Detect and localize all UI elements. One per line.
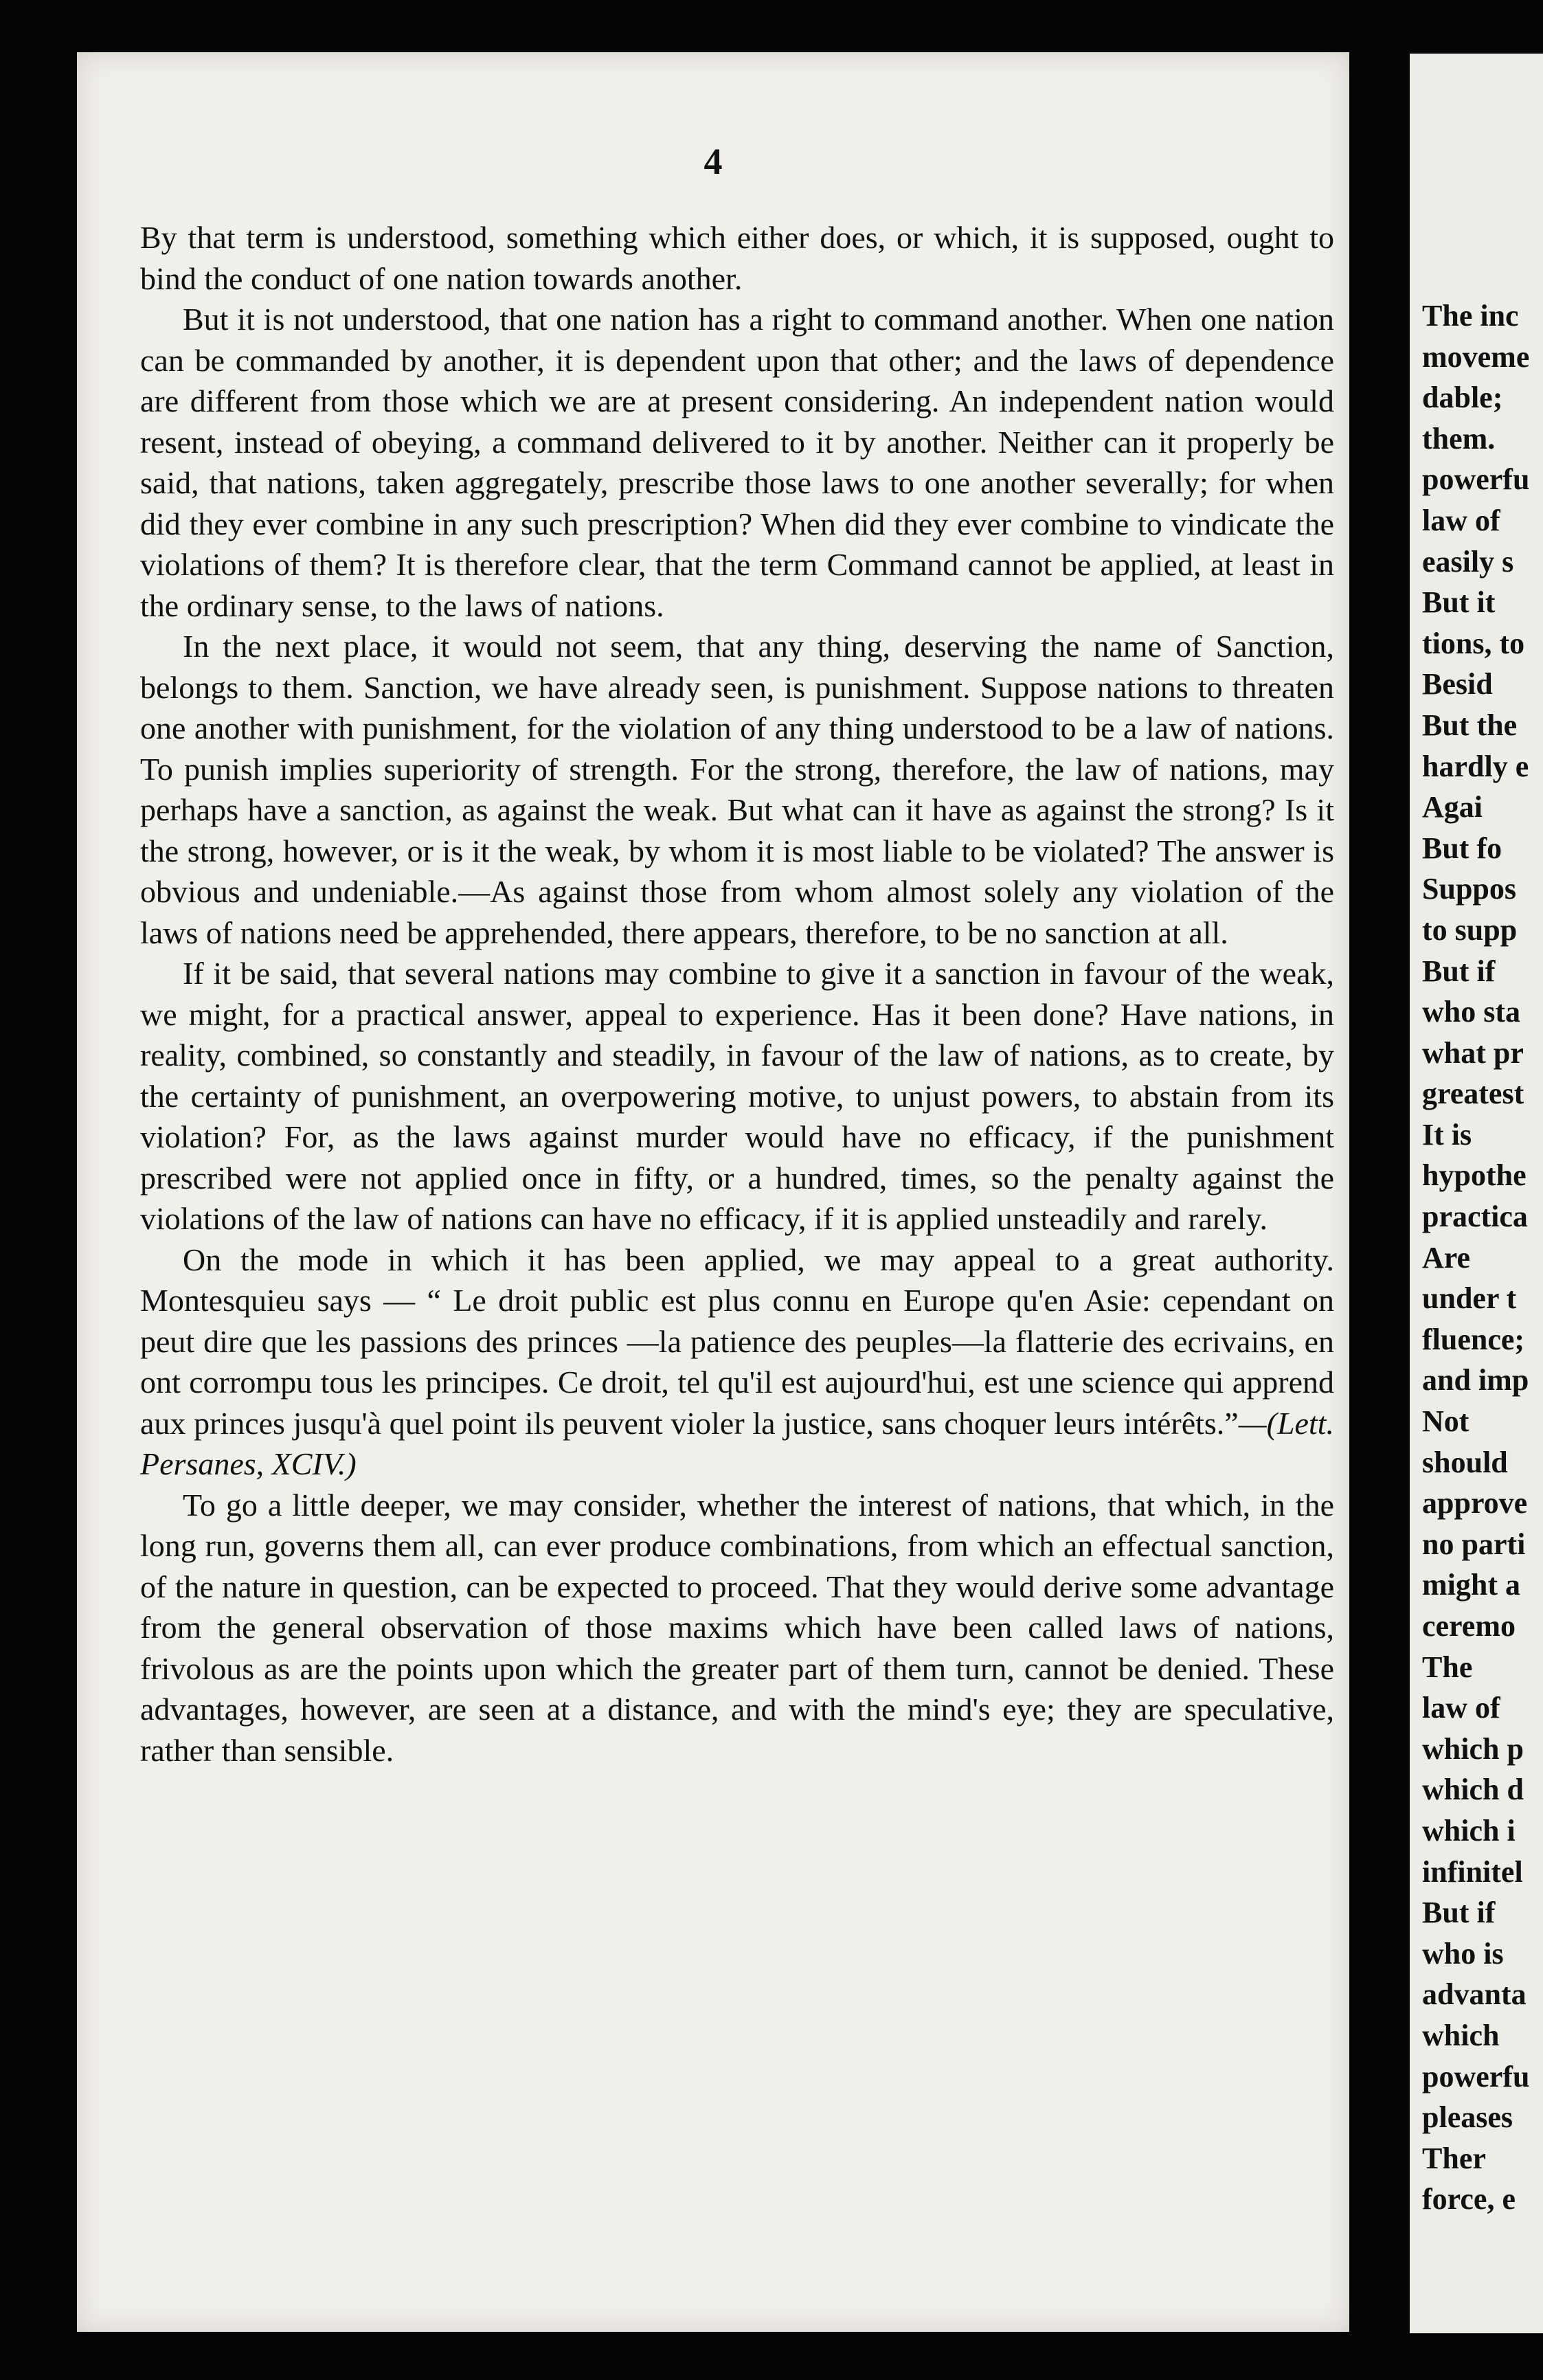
facing-page-line: to supp (1422, 912, 1518, 947)
page-number: 4 (703, 141, 723, 182)
facing-page-line: advanta (1422, 1977, 1527, 2012)
facing-page-line: infinitel (1422, 1854, 1523, 1889)
facing-page-line: greatest (1422, 1077, 1524, 1111)
facing-page-line: and imp (1422, 1363, 1529, 1397)
facing-page-line: Suppos (1422, 872, 1517, 906)
citation: —(Lett. Persanes, XCIV.) (140, 1405, 1334, 1481)
facing-page-line: Not (1422, 1404, 1469, 1439)
facing-page-line: The inc (1422, 299, 1519, 333)
facing-page-lines (1422, 295, 1543, 2220)
facing-page-line: might a (1422, 1568, 1520, 1602)
paragraph: To go a little deeper, we may consider, whether the interest of nations, that which, in the long run, governs them all, can ever produce combinations, from which an effectual sanction, of the nature in question, can be expected to proceed. That they would derive some advantage from the general observation of those maxims which have been called laws of nations, frivolous as are the points upon which the greater part of them turn, cannot be denied. These advantages, however, are seen at a distance, and with the mind's eye; they are speculative, rather than sensible. (140, 1487, 1334, 1768)
facing-page-line: under t (1422, 1281, 1517, 1316)
facing-page-line: Besid (1422, 667, 1493, 701)
facing-page-line: approve (1422, 1486, 1528, 1520)
facing-page-line: Agai (1422, 790, 1483, 824)
facing-page-line: It is (1422, 1117, 1472, 1152)
facing-page-fragment (1410, 54, 1543, 2333)
facing-page-line: But it (1422, 585, 1496, 620)
facing-page-line: tions, to (1422, 626, 1525, 660)
facing-page-line: who sta (1422, 995, 1521, 1029)
paragraph-quote (140, 1239, 1334, 1485)
quote-text: On the mode in which it has been applied, we may appeal to a great authority. Montesquieu says — “ Le droit public est plus connu en Europe qu'en Asie: cependant on peut dire que les passions des princes —la patience des peuples—la flatterie des ecrivains, en ont corrompu tous les principes. Ce droit, tel qu'il est aujourd'hui, est une science qui apprend aux princes jusqu'à quel point ils peuvent violer la justice, sans choquer leurs intérêts.” (140, 1242, 1334, 1441)
facing-page-line: which p (1422, 1731, 1524, 1766)
paragraph: In the next place, it would not seem, that any thing, deserving the name of Sanction, belongs to them. Sanction, we have already seen, is punishment. Suppose nations to threaten one another with punishment, for the violation of any thing understood to be a law of nations. To punish implies superiority of strength. For the strong, therefore, the law of nations, may perhaps have a sanction, as against the weak. But what can it have as against the strong? Is it the strong, however, or is it the weak, by whom it is most liable to be violated? The answer is obvious and undeniable.—As against those from whom almost solely any violation of the laws of nations need be apprehended, there appears, therefore, to be no sanction at all. (140, 629, 1334, 950)
facing-page-line: powerfu (1422, 2059, 1530, 2093)
facing-page-line: powerfu (1422, 462, 1530, 497)
facing-page-line: who is (1422, 1936, 1504, 1971)
facing-page-line: which (1422, 2018, 1500, 2052)
facing-page-line: hardly e (1422, 749, 1529, 783)
facing-page-line: ceremo (1422, 1609, 1516, 1643)
facing-page-line: Are (1422, 1240, 1471, 1275)
main-page (77, 52, 1349, 2332)
facing-page-line: should (1422, 1445, 1508, 1479)
facing-page-line: easily s (1422, 544, 1514, 579)
facing-page-line: law of (1422, 503, 1500, 537)
facing-page-line: moveme (1422, 339, 1530, 374)
facing-page-line: force, e (1422, 2182, 1516, 2216)
facing-page-line: practica (1422, 1200, 1528, 1234)
facing-page-line: But if (1422, 1896, 1496, 1930)
facing-page-line: Ther (1422, 2141, 1486, 2175)
facing-page-line: fluence; (1422, 1322, 1525, 1356)
paragraph: By that term is understood, something which either does, or which, it is supposed, ought to bind the conduct of one nation towards another. (140, 220, 1334, 296)
facing-page-line: hypothe (1422, 1158, 1527, 1193)
facing-page-line: dable; (1422, 381, 1503, 415)
facing-page-line: But the (1422, 708, 1518, 742)
facing-page-line: law of (1422, 1691, 1500, 1725)
facing-page-line: which d (1422, 1773, 1524, 1807)
facing-page-line: The (1422, 1650, 1473, 1684)
facing-page-line: what pr (1422, 1035, 1524, 1070)
body-text (140, 217, 1334, 1771)
facing-page-line: But if (1422, 954, 1496, 988)
facing-page-line: no parti (1422, 1527, 1526, 1561)
facing-page-line: But fo (1422, 831, 1502, 865)
facing-page-line: pleases (1422, 2100, 1513, 2135)
paragraph: But it is not understood, that one nation has a right to command another. When one nation can be commanded by another, it is dependent upon that other; and the laws of dependence are different from those which we are at present considering. An independent nation would resent, instead of obeying, a command delivered to it by another. Neither can it properly be said, that nations, taken aggregately, prescribe those laws to one another severally; for when did they ever combine in any such prescription? When did they ever combine to vindicate the violations of them? It is therefore clear, that the term Command cannot be applied, at least in the ordinary sense, to the laws of nations. (140, 302, 1334, 623)
facing-page-line: which i (1422, 1813, 1516, 1848)
paragraph: If it be said, that several nations may combine to give it a sanction in favour of the weak, we might, for a practical answer, appeal to experience. Has it been done? Have nations, in reality, combined, so constantly and steadily, in favour of the law of nations, as to create, by the certainty of punishment, an overpowering motive, to unjust powers, to abstain from its violation? For, as the laws against murder would have no efficacy, if the punishment prescribed were not applied once in fifty, or a hundred, times, so the penalty against the violations of the law of nations can have no efficacy, if it is applied unsteadily and rarely. (140, 956, 1334, 1236)
facing-page-line: them. (1422, 421, 1496, 456)
